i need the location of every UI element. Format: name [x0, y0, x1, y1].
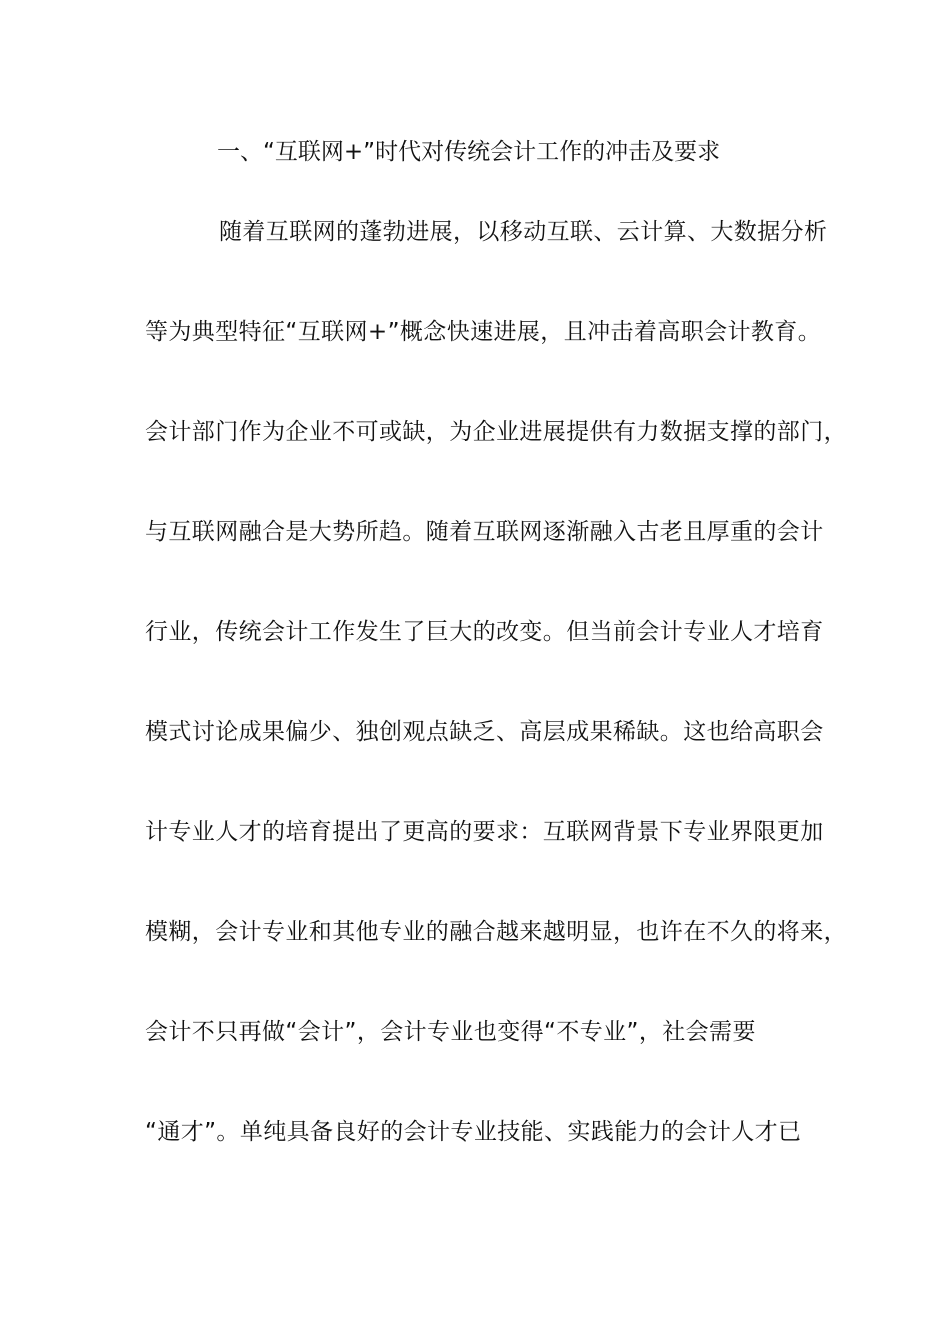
paragraph-line-3: 会计部门作为企业不可或缺，为企业进展提供有力数据支撑的部门，: [145, 419, 847, 445]
paragraph-line-2: 等为典型特征“互联网+”概念快速进展，且冲击着高职会计教育。: [145, 319, 822, 345]
paragraph-line-9: 会计不只再做“会计”，会计专业也变得“不专业”，社会需要: [145, 1019, 756, 1045]
paragraph-line-8: 模糊，会计专业和其他专业的融合越来越明显，也许在不久的将来，: [145, 919, 847, 945]
paragraph-line-4: 与互联网融合是大势所趋。随着互联网逐渐融入古老且厚重的会计: [145, 519, 824, 545]
paragraph-line-10: “通才”。单纯具备良好的会计专业技能、实践能力的会计人才已: [145, 1119, 802, 1145]
paragraph-line-7: 计专业人才的培育提出了更高的要求：互联网背景下专业界限更加: [145, 819, 824, 845]
paragraph-line-1: 随着互联网的蓬勃进展，以移动互联、云计算、大数据分析: [219, 219, 828, 245]
section-heading: 一、“互联网+”时代对传统会计工作的冲击及要求: [217, 139, 721, 165]
paragraph-line-5: 行业，传统会计工作发生了巨大的改变。但当前会计专业人才培育: [145, 619, 824, 645]
paragraph-line-6: 模式讨论成果偏少、独创观点缺乏、高层成果稀缺。这也给高职会: [145, 719, 824, 745]
